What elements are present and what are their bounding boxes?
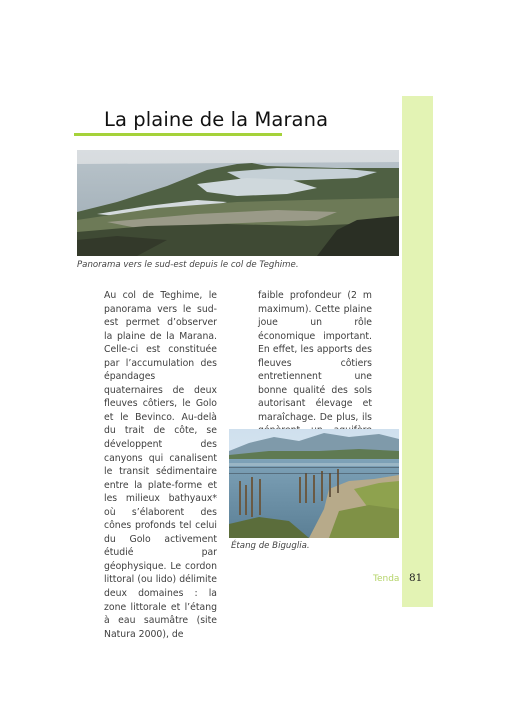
side-color-band <box>402 96 433 607</box>
panorama-photo <box>77 150 399 256</box>
text-column-left <box>104 289 217 641</box>
caption-panorama: Panorama vers le sud-est depuis le col de Teghime. <box>77 260 299 270</box>
page-number: 81 <box>409 572 423 584</box>
caption-lagoon: Étang de Biguglia. <box>231 541 310 551</box>
lagoon-photo <box>229 429 399 538</box>
paragraph-right: faible profondeur (2 m maximum). Cette plaine joue un rôle économique important. En effet, les apports des fleuves côtiers entretiennent une bonne qualité des sols autorisant élevage et maraîchage. De plus, ils <box>258 290 372 423</box>
title-underline <box>74 133 282 136</box>
paragraph-left: Au col de Teghime, le panorama vers le sud-est permet d’observer la plaine de la Marana. Celle-ci est constituée par l’accumulation des épandages quaternaires de deux fleuves côtiers, le Golo et le Bevinco. Au-delà du trait de côte, se développent des canyons qui canalisent le transit sédimentaire entre la plate-forme et les milieux bathyaux* où s’élaborent des cônes profonds tel celui du Golo activement étudié par géophysique. Le cordon littoral (ou lido) délimite deux domaines : la zone littorale et l’étang à eau saumâtre (site Natura 2000), de <box>104 290 217 640</box>
page-title: La plaine de la Marana <box>104 108 329 131</box>
footer-section-label: Tenda <box>373 574 400 584</box>
